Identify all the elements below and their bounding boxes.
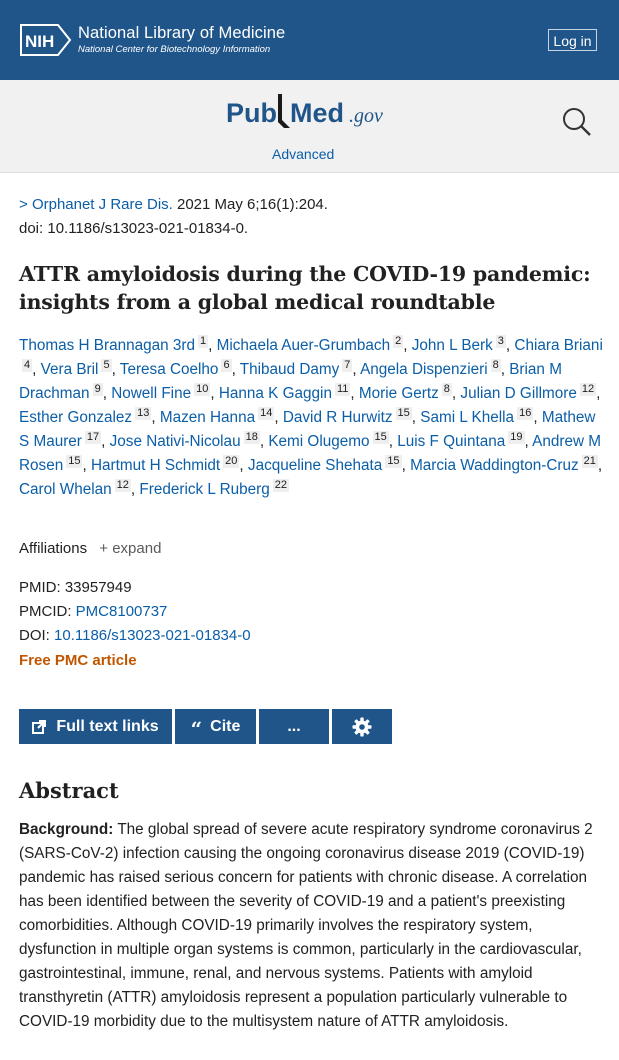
citation-doi: doi: 10.1186/s13023-021-01834-0. xyxy=(19,220,249,237)
author-link[interactable]: Jacqueline Shehata xyxy=(247,457,383,474)
pubmed-logo-med: Med xyxy=(290,98,344,128)
affiliation-number[interactable]: 13 xyxy=(137,407,150,419)
author-separator: , xyxy=(231,361,240,378)
login-button[interactable]: Log in xyxy=(548,29,597,51)
affiliation-number[interactable]: 5 xyxy=(103,359,110,371)
author-separator: , xyxy=(597,457,603,474)
doi-row xyxy=(19,624,251,648)
external-link-icon xyxy=(32,720,46,734)
affiliation-number[interactable]: 20 xyxy=(225,455,238,467)
author-link[interactable]: Michaela Auer-Grumbach xyxy=(216,337,391,354)
affiliation-number[interactable]: 11 xyxy=(336,383,349,395)
display-options-button[interactable] xyxy=(332,709,392,744)
affiliation-number[interactable]: 8 xyxy=(492,359,499,371)
author-separator: , xyxy=(533,409,542,426)
affiliation-number[interactable]: 12 xyxy=(116,479,129,491)
author-link[interactable]: Vera Bril xyxy=(40,361,99,378)
author-separator: , xyxy=(401,457,411,474)
affiliations-label: Affiliations xyxy=(19,540,88,557)
nih-logo-text: NIH xyxy=(25,32,55,51)
affiliation-number[interactable]: 19 xyxy=(510,431,523,443)
pubmed-header xyxy=(0,80,619,173)
author-link[interactable]: Thibaud Damy xyxy=(239,361,340,378)
affiliation-number[interactable]: 3 xyxy=(497,335,504,347)
article-title: ATTR amyloidosis during the COVID-19 pandemic: insights from a global medical roundtable xyxy=(19,262,591,314)
affiliation-number[interactable]: 16 xyxy=(519,407,532,419)
author-separator: , xyxy=(111,361,120,378)
pmcid-link[interactable]: PMC8100737 xyxy=(75,603,168,620)
affiliation-number[interactable]: 15 xyxy=(68,455,81,467)
pmid-label: PMID: xyxy=(19,579,65,596)
affiliation-number[interactable]: 4 xyxy=(24,359,31,371)
background-text: The global spread of severe acute respiratory syndrome coronavirus 2 (SARS-CoV-2) infection causing the ongoing coronavirus disease 2019 (COVID-19) pandemic has raised serious concern for patients with chronic disease. A correlation has been identified between the severity of COVID-19 and a patient's preexisting comorbidities. Although COVID-19 primarily involves the respiratory system, dysfunction in multiple organ systems is common, particularly in the cardiovascular, gastrointestinal, immune, renal, and nervous systems. Patients with amyloid transthyretin (ATTR) amyloidosis represent a population particularly vulnerable to COVID-19 morbidity due to the multisystem nature of ATTR amyloidosis. xyxy=(19,821,593,1030)
doi-label: DOI: xyxy=(19,627,55,644)
author-link[interactable]: Esther Gonzalez xyxy=(19,409,133,426)
author-link[interactable]: Julian D Gillmore xyxy=(460,385,577,402)
author-separator: , xyxy=(352,361,361,378)
gear-icon xyxy=(352,717,372,737)
plus-icon: + xyxy=(99,540,109,557)
expand-affiliations[interactable] xyxy=(99,540,161,557)
affiliation-number[interactable]: 15 xyxy=(397,407,410,419)
pmid-row xyxy=(19,576,251,600)
pmcid-label: PMCID: xyxy=(19,603,76,620)
affiliation-number[interactable]: 1 xyxy=(200,335,207,347)
more-actions-button[interactable] xyxy=(259,709,329,744)
author-link[interactable]: Andrew M Rosen xyxy=(19,433,602,474)
affiliation-number[interactable]: 7 xyxy=(344,359,351,371)
author-link[interactable]: Thomas H Brannagan 3rd xyxy=(19,337,196,354)
pubmed-logo-pub: Pub xyxy=(226,98,277,128)
cite-button[interactable] xyxy=(175,709,256,744)
affiliation-number[interactable]: 22 xyxy=(274,479,288,491)
author-separator: , xyxy=(388,433,398,450)
affiliation-number[interactable]: 18 xyxy=(245,431,258,443)
author-separator: , xyxy=(151,409,160,426)
affiliation-number[interactable]: 9 xyxy=(94,383,101,395)
expand-label: expand xyxy=(112,540,162,557)
author-separator: , xyxy=(451,385,461,402)
nih-logo[interactable] xyxy=(20,24,72,56)
affiliation-number[interactable]: 10 xyxy=(196,383,209,395)
journal-citation xyxy=(19,196,328,213)
authors-list xyxy=(19,334,609,502)
affiliation-number[interactable]: 6 xyxy=(223,359,230,371)
author-separator: , xyxy=(505,337,515,354)
doi-link[interactable]: 10.1186/s13023-021-01834-0 xyxy=(54,627,251,644)
pmid-value: 33957949 xyxy=(64,579,132,596)
nih-subtitle: National Center for Biotechnology Information xyxy=(78,44,271,55)
author-separator: , xyxy=(524,433,533,450)
author-separator: , xyxy=(259,433,269,450)
quote-icon: “ xyxy=(190,716,203,741)
author-link[interactable]: Brian M Drachman xyxy=(19,361,562,402)
author-link[interactable]: Nowell Fine xyxy=(111,385,192,402)
author-separator: , xyxy=(32,361,41,378)
author-link[interactable]: Teresa Coelho xyxy=(119,361,219,378)
author-link[interactable]: Carol Whelan xyxy=(19,481,112,498)
full-text-label: Full text links xyxy=(56,717,159,735)
chevron-right-icon[interactable]: > xyxy=(19,196,28,213)
abstract-text xyxy=(19,818,604,1034)
author-separator: , xyxy=(102,385,112,402)
author-link[interactable]: Hartmut H Schmidt xyxy=(90,457,221,474)
author-link[interactable]: Kemi Olugemo xyxy=(268,433,370,450)
citation-date: 2021 May 6;16(1):204. xyxy=(172,196,328,213)
author-link[interactable]: Sami L Khella xyxy=(420,409,515,426)
pmcid-row xyxy=(19,600,251,624)
author-link[interactable]: Jose Nativi-Nicolau xyxy=(109,433,241,450)
author-separator: , xyxy=(411,409,421,426)
journal-link[interactable]: Orphanet J Rare Dis. xyxy=(31,196,173,213)
abstract-heading: Abstract xyxy=(19,778,119,803)
nih-title[interactable]: National Library of Medicine xyxy=(78,24,286,42)
author-separator: , xyxy=(239,457,248,474)
affiliation-number[interactable]: 21 xyxy=(583,455,596,467)
search-icon[interactable] xyxy=(562,107,592,137)
free-pmc-badge: Free PMC article xyxy=(19,652,137,669)
affiliation-number[interactable]: 8 xyxy=(443,383,450,395)
affiliation-number[interactable]: 15 xyxy=(387,455,400,467)
affiliation-number[interactable]: 12 xyxy=(581,383,595,395)
affiliation-number[interactable]: 2 xyxy=(395,335,402,347)
author-separator: , xyxy=(101,433,110,450)
pubmed-logo[interactable] xyxy=(226,90,396,134)
cite-label: Cite xyxy=(210,717,241,735)
more-label: ... xyxy=(287,717,301,735)
advanced-search-link[interactable]: Advanced xyxy=(272,146,335,162)
author-link[interactable]: Morie Gertz xyxy=(358,385,439,402)
author-separator: , xyxy=(500,361,510,378)
author-link[interactable]: Luis F Quintana xyxy=(397,433,506,450)
author-separator: , xyxy=(82,457,91,474)
full-text-links-button[interactable] xyxy=(19,709,172,744)
author-link[interactable]: David R Hurwitz xyxy=(282,409,393,426)
author-link[interactable]: John L Berk xyxy=(411,337,493,354)
pubmed-logo-gov: .gov xyxy=(349,105,383,127)
nih-header xyxy=(0,0,619,80)
affiliation-number[interactable]: 15 xyxy=(374,431,387,443)
author-link[interactable]: Mathew S Maurer xyxy=(19,409,596,450)
author-separator: , xyxy=(596,385,601,402)
author-separator: , xyxy=(274,409,283,426)
author-link[interactable]: Frederick L Ruberg xyxy=(139,481,270,498)
author-link[interactable]: Angela Dispenzieri xyxy=(360,361,488,378)
background-label: Background: xyxy=(19,821,114,838)
affiliation-number[interactable]: 17 xyxy=(86,431,100,443)
affiliations-toggle[interactable] xyxy=(19,540,161,557)
author-link[interactable]: Chiara Briani xyxy=(514,337,603,354)
author-separator: , xyxy=(130,481,140,498)
author-separator: , xyxy=(210,385,219,402)
author-separator: , xyxy=(208,337,217,354)
author-link[interactable]: Hanna K Gaggin xyxy=(218,385,332,402)
author-separator: , xyxy=(403,337,412,354)
author-link[interactable]: Marcia Waddington-Cruz xyxy=(410,457,579,474)
affiliation-number[interactable]: 14 xyxy=(260,407,273,419)
author-separator: , xyxy=(350,385,359,402)
article-ids xyxy=(19,576,251,648)
author-link[interactable]: Mazen Hanna xyxy=(159,409,256,426)
